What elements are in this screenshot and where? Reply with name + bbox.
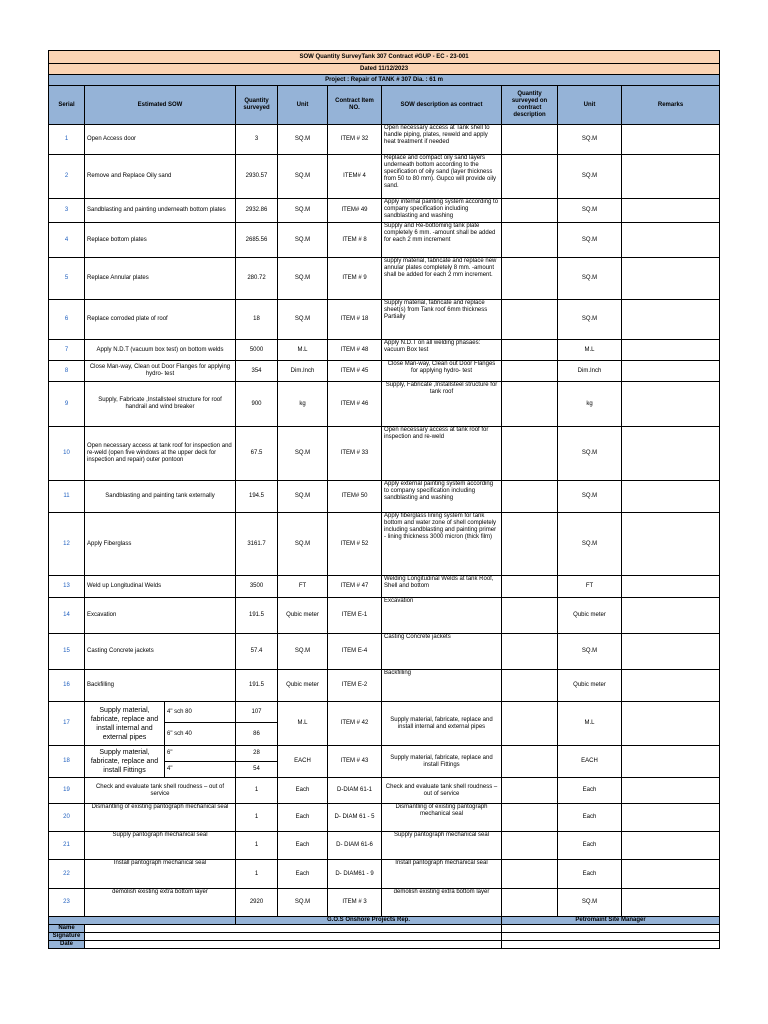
table-row [49, 634, 720, 670]
quantity-cell: 2932.86 [236, 199, 278, 223]
quantity-cell: 18 [236, 300, 278, 340]
estimated-sow-cell: Supply pantograph mechanical seal [85, 832, 236, 860]
contract-item-cell: ITEM# 4 [328, 155, 382, 199]
serial-cell: 3 [49, 199, 85, 223]
remarks-cell [622, 199, 720, 223]
remarks-cell [622, 513, 720, 576]
serial-cell: 13 [49, 576, 85, 598]
unit-cell: Each [278, 832, 328, 860]
table-row [49, 223, 720, 258]
signature-row-label: Name [49, 925, 85, 933]
quantity-contract-cell [502, 576, 558, 598]
quantity-cell: 1 [236, 804, 278, 832]
sow-description-cell: Check and evaluate tank shell roudness – out of service [382, 778, 502, 804]
col-remarks: Remarks [622, 86, 720, 125]
quantity-cell: 86 [236, 723, 278, 746]
petromaint-signature-field [502, 925, 720, 933]
unit-cell: Each [278, 804, 328, 832]
serial-cell: 16 [49, 670, 85, 702]
table-row [49, 746, 720, 762]
signature-row [49, 925, 720, 933]
unit-2-cell: SQ.M [558, 300, 622, 340]
serial-cell: 23 [49, 889, 85, 917]
col-unit-2: Unit [558, 86, 622, 125]
sow-description-cell: Apply fiberglass lining system for tank bottom and water zone of shell completely including sandblasting and painting primer - lining thickness 3000 micron (thick film) [382, 513, 502, 576]
unit-cell: Qubic meter [278, 598, 328, 634]
signature-row [49, 941, 720, 949]
estimated-sow-cell: Replace bottom plates [85, 223, 236, 258]
quantity-contract-cell [502, 832, 558, 860]
remarks-cell [622, 670, 720, 702]
contract-item-cell: ITEM E-2 [328, 670, 382, 702]
signature-header-row [49, 917, 720, 925]
unit-cell: SQ.M [278, 481, 328, 513]
unit-cell: SQ.M [278, 258, 328, 300]
table-row [49, 340, 720, 361]
contract-item-cell: ITEM # 18 [328, 300, 382, 340]
unit-cell: SQ.M [278, 155, 328, 199]
table-row [49, 576, 720, 598]
unit-cell: SQ.M [278, 300, 328, 340]
sow-description-cell: Install pantograph mechanical seal [382, 860, 502, 889]
quantity-contract-cell [502, 155, 558, 199]
sow-description-cell: Welding Longitudinal Welds at tank Roof, Shell and bottom [382, 576, 502, 598]
table-row [49, 361, 720, 382]
table-row [49, 598, 720, 634]
quantity-cell: 900 [236, 382, 278, 427]
quantity-contract-cell [502, 382, 558, 427]
remarks-cell [622, 860, 720, 889]
table-row [49, 382, 720, 427]
contract-item-cell: ITEM# 49 [328, 199, 382, 223]
petromaint-label: Petromaint Site Manager [502, 917, 720, 925]
quantity-contract-cell [502, 702, 558, 746]
quantity-contract-cell [502, 634, 558, 670]
remarks-cell [622, 300, 720, 340]
project-title: Project : Repair of TANK # 307 Dia. : 61 m [49, 75, 720, 86]
sow-description-cell: Supply material, fabricate and replace sheet(s) from Tank roof 6mm thickness Partially [382, 300, 502, 340]
table-row [49, 125, 720, 155]
contract-item-cell: ITEM E-1 [328, 598, 382, 634]
estimated-sow-cell: Casting Concrete jackets [85, 634, 236, 670]
unit-2-cell: Dim.Inch [558, 361, 622, 382]
signature-row-label: Signature [49, 933, 85, 941]
contract-item-cell: D-DIAM 61-1 [328, 778, 382, 804]
unit-2-cell: SQ.M [558, 889, 622, 917]
quantity-cell: 354 [236, 361, 278, 382]
remarks-cell [622, 382, 720, 427]
serial-cell: 19 [49, 778, 85, 804]
sow-description-cell: Close Man-way, Clean out Door Flanges for applying hydro- test [382, 361, 502, 382]
serial-cell: 7 [49, 340, 85, 361]
table-row [49, 702, 720, 723]
unit-2-cell: SQ.M [558, 513, 622, 576]
quantity-cell: 107 [236, 702, 278, 723]
unit-2-cell: SQ.M [558, 634, 622, 670]
estimated-sow-cell: Remove and Replace Oily sand [85, 155, 236, 199]
contract-item-cell: ITEM # 8 [328, 223, 382, 258]
estimated-sow-cell: Check and evaluate tank shell roudness – out of service [85, 778, 236, 804]
estimated-sow-cell: Supply, Fabricate ,Installsteel structure for roof handrail and wind breaker [85, 382, 236, 427]
serial-cell: 10 [49, 427, 85, 481]
unit-cell: FT [278, 576, 328, 598]
estimated-sow-cell: Backfilling [85, 670, 236, 702]
serial-cell: 21 [49, 832, 85, 860]
serial-cell: 15 [49, 634, 85, 670]
unit-cell: SQ.M [278, 199, 328, 223]
unit-2-cell: M.L [558, 702, 622, 746]
quantity-cell: 1 [236, 832, 278, 860]
unit-cell: Qubic meter [278, 670, 328, 702]
table-row [49, 427, 720, 481]
estimated-sow-cell: Replace corroded plate of roof [85, 300, 236, 340]
estimated-sow-cell: Excavation [85, 598, 236, 634]
remarks-cell [622, 155, 720, 199]
serial-cell: 5 [49, 258, 85, 300]
quantity-contract-cell [502, 199, 558, 223]
estimated-sow-cell: Sandblasting and painting tank externally [85, 481, 236, 513]
serial-cell: 9 [49, 382, 85, 427]
unit-2-cell: SQ.M [558, 258, 622, 300]
table-row [49, 832, 720, 860]
unit-2-cell: M.L [558, 340, 622, 361]
unit-2-cell: SQ.M [558, 155, 622, 199]
unit-cell: Each [278, 860, 328, 889]
remarks-cell [622, 427, 720, 481]
unit-2-cell: Qubic meter [558, 670, 622, 702]
gos-signature-field [85, 933, 502, 941]
contract-item-cell: ITEM # 52 [328, 513, 382, 576]
signature-row-label: Date [49, 941, 85, 949]
contract-item-cell: D- DIAM 61-6 [328, 832, 382, 860]
table-row [49, 199, 720, 223]
estimated-sow-cell: Open Access door [85, 125, 236, 155]
unit-2-cell: FT [558, 576, 622, 598]
contract-item-cell: D- DIAM 61 - 5 [328, 804, 382, 832]
remarks-cell [622, 223, 720, 258]
quantity-cell: 54 [236, 762, 278, 778]
sow-description-cell: Apply N.D.T on all welding phasaes: vacuum Box test [382, 340, 502, 361]
unit-cell: SQ.M [278, 889, 328, 917]
col-sow-description: SOW description as contract [382, 86, 502, 125]
estimated-sow-cell: Close Man-way, Clean out Door Flanges for applying hydro- test [85, 361, 236, 382]
sub-size-label: 6" sch 40 [167, 730, 192, 737]
col-serial: Serial [49, 86, 85, 125]
quantity-contract-cell [502, 746, 558, 778]
remarks-cell [622, 598, 720, 634]
estimated-sow-cell [85, 702, 236, 746]
contract-item-cell: ITEM # 43 [328, 746, 382, 778]
remarks-cell [622, 746, 720, 778]
serial-cell: 4 [49, 223, 85, 258]
unit-cell: EACH [278, 746, 328, 778]
petromaint-signature-field [502, 941, 720, 949]
quantity-cell: 28 [236, 746, 278, 762]
sow-description-cell: demolish existing extra bottom layer [382, 889, 502, 917]
petromaint-signature-field [502, 933, 720, 941]
quantity-contract-cell [502, 427, 558, 481]
quantity-cell: 1 [236, 860, 278, 889]
unit-2-cell: SQ.M [558, 199, 622, 223]
quantity-cell: 2930.57 [236, 155, 278, 199]
contract-item-cell: ITEM # 33 [328, 427, 382, 481]
signature-row [49, 933, 720, 941]
quantity-cell: 1 [236, 778, 278, 804]
quantity-contract-cell [502, 804, 558, 832]
serial-cell: 17 [49, 702, 85, 746]
estimated-sow-cell: Apply Fiberglass [85, 513, 236, 576]
quantity-contract-cell [502, 889, 558, 917]
remarks-cell [622, 832, 720, 860]
unit-2-cell: SQ.M [558, 223, 622, 258]
unit-2-cell: Each [558, 778, 622, 804]
quantity-cell: 191.5 [236, 598, 278, 634]
unit-2-cell: kg [558, 382, 622, 427]
quantity-contract-cell [502, 300, 558, 340]
sow-table [48, 50, 720, 949]
table-row [49, 804, 720, 832]
sow-description-cell: Supply material, fabricate, replace and install internal and external pipes [382, 702, 502, 746]
unit-2-cell: Each [558, 860, 622, 889]
quantity-cell: 57.4 [236, 634, 278, 670]
quantity-cell: 2920 [236, 889, 278, 917]
contract-item-cell: ITEM # 42 [328, 702, 382, 746]
quantity-cell: 280.72 [236, 258, 278, 300]
estimated-sow-cell: Weld up Longitudinal Welds [85, 576, 236, 598]
quantity-contract-cell [502, 340, 558, 361]
table-row [49, 860, 720, 889]
gos-signature-field [85, 925, 502, 933]
signature-corner [49, 917, 236, 925]
contract-item-cell: ITEM # 48 [328, 340, 382, 361]
contract-item-cell: ITEM # 32 [328, 125, 382, 155]
estimated-sow-cell: demolish existing extra bottom layer [85, 889, 236, 917]
sow-description-cell: Supply pantograph mechanical seal [382, 832, 502, 860]
quantity-cell: 3161.7 [236, 513, 278, 576]
remarks-cell [622, 634, 720, 670]
sheet-date: Dated 11/12/2023 [49, 64, 720, 75]
unit-cell: kg [278, 382, 328, 427]
col-unit: Unit [278, 86, 328, 125]
serial-cell: 1 [49, 125, 85, 155]
estimated-sow-cell: Dismantling of existing pantograph mechanical seal [85, 804, 236, 832]
quantity-contract-cell [502, 361, 558, 382]
remarks-cell [622, 258, 720, 300]
contract-item-cell: ITEM # 45 [328, 361, 382, 382]
quantity-cell: 3500 [236, 576, 278, 598]
unit-2-cell: EACH [558, 746, 622, 778]
remarks-cell [622, 340, 720, 361]
table-row [49, 513, 720, 576]
estimated-sow-cell [85, 746, 236, 778]
contract-item-cell: ITEM # 3 [328, 889, 382, 917]
unit-2-cell: Each [558, 804, 622, 832]
quantity-contract-cell [502, 860, 558, 889]
quantity-contract-cell [502, 258, 558, 300]
unit-2-cell: SQ.M [558, 481, 622, 513]
remarks-cell [622, 125, 720, 155]
col-estimated-sow: Estimated SOW [85, 86, 236, 125]
serial-cell: 18 [49, 746, 85, 778]
quantity-cell: 67.5 [236, 427, 278, 481]
col-contract-item: Contract Item NO. [328, 86, 382, 125]
serial-cell: 22 [49, 860, 85, 889]
quantity-cell: 191.5 [236, 670, 278, 702]
remarks-cell [622, 702, 720, 746]
sow-description-cell: Open necessary access at tank roof for inspection and re-weld [382, 427, 502, 481]
unit-2-cell: SQ.M [558, 125, 622, 155]
remarks-cell [622, 804, 720, 832]
estimated-sow-cell: Replace Annular plates [85, 258, 236, 300]
sow-description-cell: Supply material, fabricate, replace and install Fittings [382, 746, 502, 778]
contract-item-cell: ITEM# 50 [328, 481, 382, 513]
unit-cell: SQ.M [278, 427, 328, 481]
sow-description-cell: Casting Concrete jackets [382, 634, 502, 670]
sheet-title: SOW Quantity SurveyTank 307 Contract #GUP - EC - 23-001 [49, 51, 720, 64]
serial-cell: 2 [49, 155, 85, 199]
unit-cell: Each [278, 778, 328, 804]
quantity-cell: 5000 [236, 340, 278, 361]
col-quantity: Quantity surveyed [236, 86, 278, 125]
table-row [49, 778, 720, 804]
sub-size-label: 6" [165, 746, 236, 762]
serial-cell: 14 [49, 598, 85, 634]
quantity-contract-cell [502, 481, 558, 513]
contract-item-cell: ITEM # 46 [328, 382, 382, 427]
sow-description-cell: Dismantling of existing pantograph mechanical seal [382, 804, 502, 832]
unit-cell: M.L [278, 702, 328, 746]
remarks-cell [622, 889, 720, 917]
quantity-contract-cell [502, 125, 558, 155]
unit-2-cell: Qubic meter [558, 598, 622, 634]
sow-description-cell: Supply and Re-bottoming tank plate completely 6 mm. -amount shall be added for each 2 mm increment [382, 223, 502, 258]
sub-size-label: 4" sch 80 [165, 702, 236, 723]
unit-cell: SQ.M [278, 125, 328, 155]
sow-description-cell: Excavation [382, 598, 502, 634]
unit-2-cell: SQ.M [558, 427, 622, 481]
quantity-cell: 2685.56 [236, 223, 278, 258]
table-row [49, 481, 720, 513]
quantity-contract-cell [502, 598, 558, 634]
unit-cell: SQ.M [278, 513, 328, 576]
sub-size-label: 4" [167, 766, 173, 772]
unit-cell: M.L [278, 340, 328, 361]
serial-cell: 11 [49, 481, 85, 513]
unit-2-cell: Each [558, 832, 622, 860]
unit-cell: SQ.M [278, 634, 328, 670]
sow-description-cell: Replace and compact oily sand layers underneath bottom according to the specification of oily sand (layer thickness from 50 to 80 mm). Gupco will provide oily sand. [382, 155, 502, 199]
table-row [49, 889, 720, 917]
gos-signature-field [85, 941, 502, 949]
quantity-contract-cell [502, 670, 558, 702]
sow-description-cell: supply material, fabricate and replace new annular plates completely 8 mm. -amount shall be added for each 2 mm increment. [382, 258, 502, 300]
serial-cell: 8 [49, 361, 85, 382]
table-row [49, 300, 720, 340]
split-sow-text: Supply material, fabricate, replace and install internal and external pipes [85, 702, 165, 745]
sow-description-cell: Supply, Fabricate ,Installsteel structure for tank roof [382, 382, 502, 427]
split-sow-text: Supply material, fabricate, replace and install Fittings [85, 746, 165, 777]
serial-cell: 20 [49, 804, 85, 832]
remarks-cell [622, 361, 720, 382]
remarks-cell [622, 576, 720, 598]
quantity-contract-cell [502, 778, 558, 804]
contract-item-cell: ITEM # 47 [328, 576, 382, 598]
table-row [49, 258, 720, 300]
quantity-contract-cell [502, 513, 558, 576]
sow-description-cell: Open necessary access at Tank shell to handle piping, plates, reweld and apply heat treatment if needed [382, 125, 502, 155]
gos-rep-label: G.O.S Onshore Projects Rep. [236, 917, 502, 925]
contract-item-cell: ITEM E-4 [328, 634, 382, 670]
col-quantity-contract: Quantity surveyed on contract description [502, 86, 558, 125]
remarks-cell [622, 481, 720, 513]
quantity-cell: 3 [236, 125, 278, 155]
estimated-sow-cell: Sandblasting and painting underneath bottom plates [85, 199, 236, 223]
table-row [49, 670, 720, 702]
sow-description-cell: Apply internal painting system according to company specification including sandblasting and washing [382, 199, 502, 223]
quantity-cell: 194.5 [236, 481, 278, 513]
remarks-cell [622, 778, 720, 804]
serial-cell: 6 [49, 300, 85, 340]
estimated-sow-cell: Install pantograph mechanical seal [85, 860, 236, 889]
contract-item-cell: D- DIAM61 - 9 [328, 860, 382, 889]
unit-cell: SQ.M [278, 223, 328, 258]
quantity-contract-cell [502, 223, 558, 258]
table-row [49, 155, 720, 199]
sow-description-cell: Backfilling [382, 670, 502, 702]
serial-cell: 12 [49, 513, 85, 576]
sow-description-cell: Apply external painting system according to company specification including sandblasting and washing [382, 481, 502, 513]
estimated-sow-cell: Open necessary access at tank roof for inspection and re-weld (open five windows at the upper deck for inspection and repair) outer pontoon [85, 427, 236, 481]
sow-sheet [48, 50, 719, 949]
contract-item-cell: ITEM # 9 [328, 258, 382, 300]
unit-cell: Dim.Inch [278, 361, 328, 382]
estimated-sow-cell: Apply N.D.T (vacuum box test) on bottom welds [85, 340, 236, 361]
